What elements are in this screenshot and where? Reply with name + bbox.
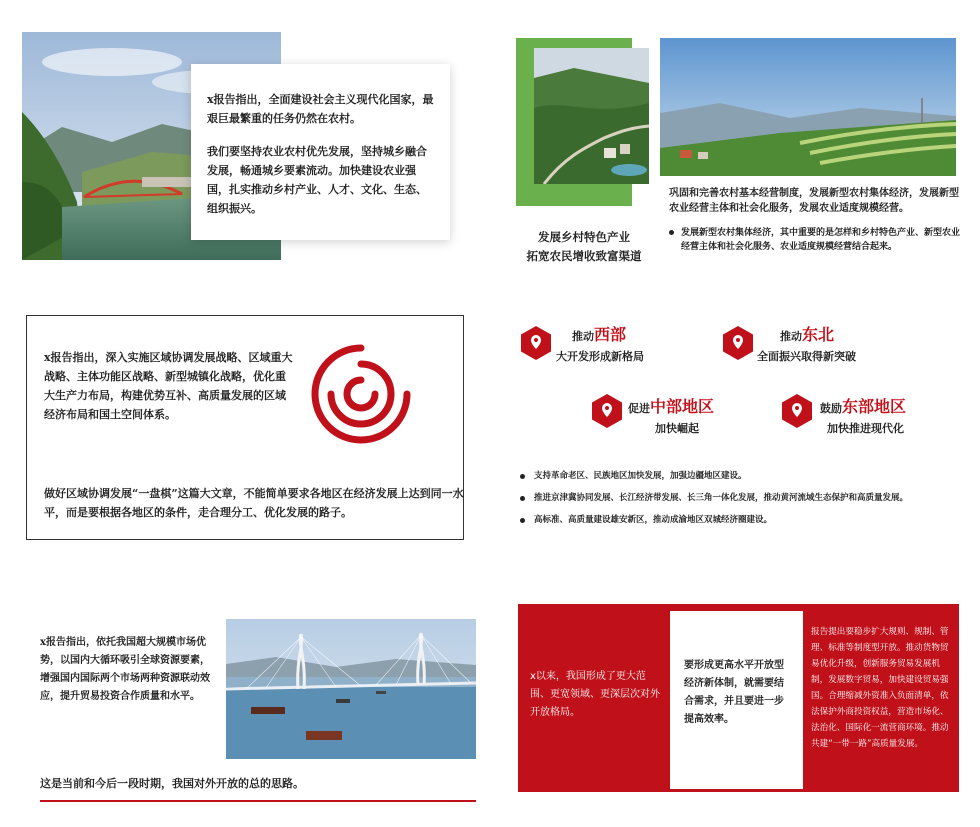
region-west-sub: 大开发形成新格局 bbox=[556, 350, 644, 363]
location-pin-icon bbox=[592, 394, 622, 428]
rural-priority-paragraph-1: x报告指出，全面建设社会主义现代化国家，最艰巨最繁重的任务仍然在农村。 bbox=[207, 93, 434, 125]
region-northeast-sub: 全面振兴取得新突破 bbox=[757, 350, 856, 363]
opening-up-summary: 这是当前和今后一段时期，我国对外开放的总的思路。 bbox=[40, 777, 304, 790]
regional-strategy-text-2: 做好区域协调发展“一盘棋”这篇大文章，不能简单要求各地区在经济发展上达到同一水平，而是要根据各地区的条件，走合理分工、优化发展的路子。 bbox=[44, 487, 464, 519]
collective-economy-bullet: 发展新型农村集体经济，其中重要的是怎样和乡村特色产业、新型农业经营主体和社会化服务、农业适度规模经营结合起来。 bbox=[669, 226, 961, 254]
caption-line-1: 发展乡村特色产业 bbox=[538, 230, 630, 244]
region-central-prefix: 促进 bbox=[628, 402, 650, 415]
region-west-prefix: 推动 bbox=[572, 330, 594, 343]
region-east-sub: 加快推进现代化 bbox=[827, 422, 904, 435]
regional-strategy-text-1: x报告指出，深入实施区域协调发展战略、区域重大战略、主体功能区战略、新型城镇化战略，优化重大生产力布局，构建优势互补、高质量发展的区域经济布局和国土空间体系。 bbox=[44, 351, 293, 421]
region-east-title bbox=[820, 394, 906, 417]
collective-economy-paragraph: 巩固和完善农村基本经营制度，发展新型农村集体经济，发展新型农业经营主体和社会化服务，发展农业适度规模经营。 bbox=[669, 188, 959, 214]
region-northeast-prefix: 推动 bbox=[780, 330, 802, 343]
region-west-title bbox=[572, 322, 626, 345]
open-economy-card-text: 要形成更高水平开放型经济新体制，就需要结合需求，并且要进一步提高效率。 bbox=[684, 660, 784, 725]
rural-priority-card bbox=[191, 64, 450, 240]
location-pin-icon bbox=[723, 326, 753, 360]
region-central-name: 中部地区 bbox=[650, 397, 715, 416]
region-east-name: 东部地区 bbox=[842, 397, 907, 416]
rural-industry-caption bbox=[516, 228, 652, 266]
institutional-opening-text: 报告提出要稳步扩大规则、规制、管理、标准等制度型开放。推动货物贸易优化升级，创新服务贸易发展机制，发展数字贸易，加快建设贸易强国。合理缩减外资准入负面清单，依法保护外商投资权益，营造市场化、法治化、国际化一流营商环境。推动共建“一带一路”高质量发展。 bbox=[811, 627, 949, 749]
opening-pattern-text: x以来，我国形成了更大范围、更宽领域、更深层次对外开放格局。 bbox=[530, 671, 660, 718]
regional-bullet-1: 支持革命老区、民族地区加快发展，加强边疆地区建设。 bbox=[520, 470, 960, 483]
region-northeast-name: 东北 bbox=[802, 325, 835, 344]
regional-bullet-3: 高标准、高质量建设雄安新区，推动成渝地区双城经济圈建设。 bbox=[520, 514, 960, 527]
dual-circulation-text: x报告指出，依托我国超大规模市场优势，以国内大循环吸引全球资源要素，增强国内国际两个市场两种资源联动效应，提升贸易投资合作质量和水平。 bbox=[40, 637, 210, 702]
rural-priority-paragraph-2: 我们要坚持农业农村优先发展，坚持城乡融合发展，畅通城乡要素流动。加快建设农业强国，扎实推动乡村产业、人才、文化、生态、组织振兴。 bbox=[207, 145, 427, 215]
terraced-fields-photo bbox=[660, 38, 956, 176]
cable-bridge-river-photo bbox=[226, 619, 476, 759]
red-divider-line bbox=[40, 800, 476, 802]
region-east-prefix: 鼓励 bbox=[820, 402, 842, 415]
region-central-sub: 加快崛起 bbox=[655, 422, 699, 435]
open-economy-card bbox=[670, 611, 803, 789]
location-pin-icon bbox=[521, 326, 551, 360]
concentric-target-icon bbox=[309, 342, 413, 446]
region-central-title bbox=[628, 394, 714, 417]
region-west-name: 西部 bbox=[594, 325, 627, 344]
mountain-village-photo bbox=[534, 48, 649, 184]
location-pin-icon bbox=[782, 394, 812, 428]
region-northeast-title bbox=[780, 322, 834, 345]
caption-line-2: 拓宽农民增收致富渠道 bbox=[526, 249, 642, 263]
regional-bullet-2: 推进京津冀协同发展、长江经济带发展、长三角一体化发展，推动黄河流域生态保护和高质量发展。 bbox=[520, 492, 960, 505]
